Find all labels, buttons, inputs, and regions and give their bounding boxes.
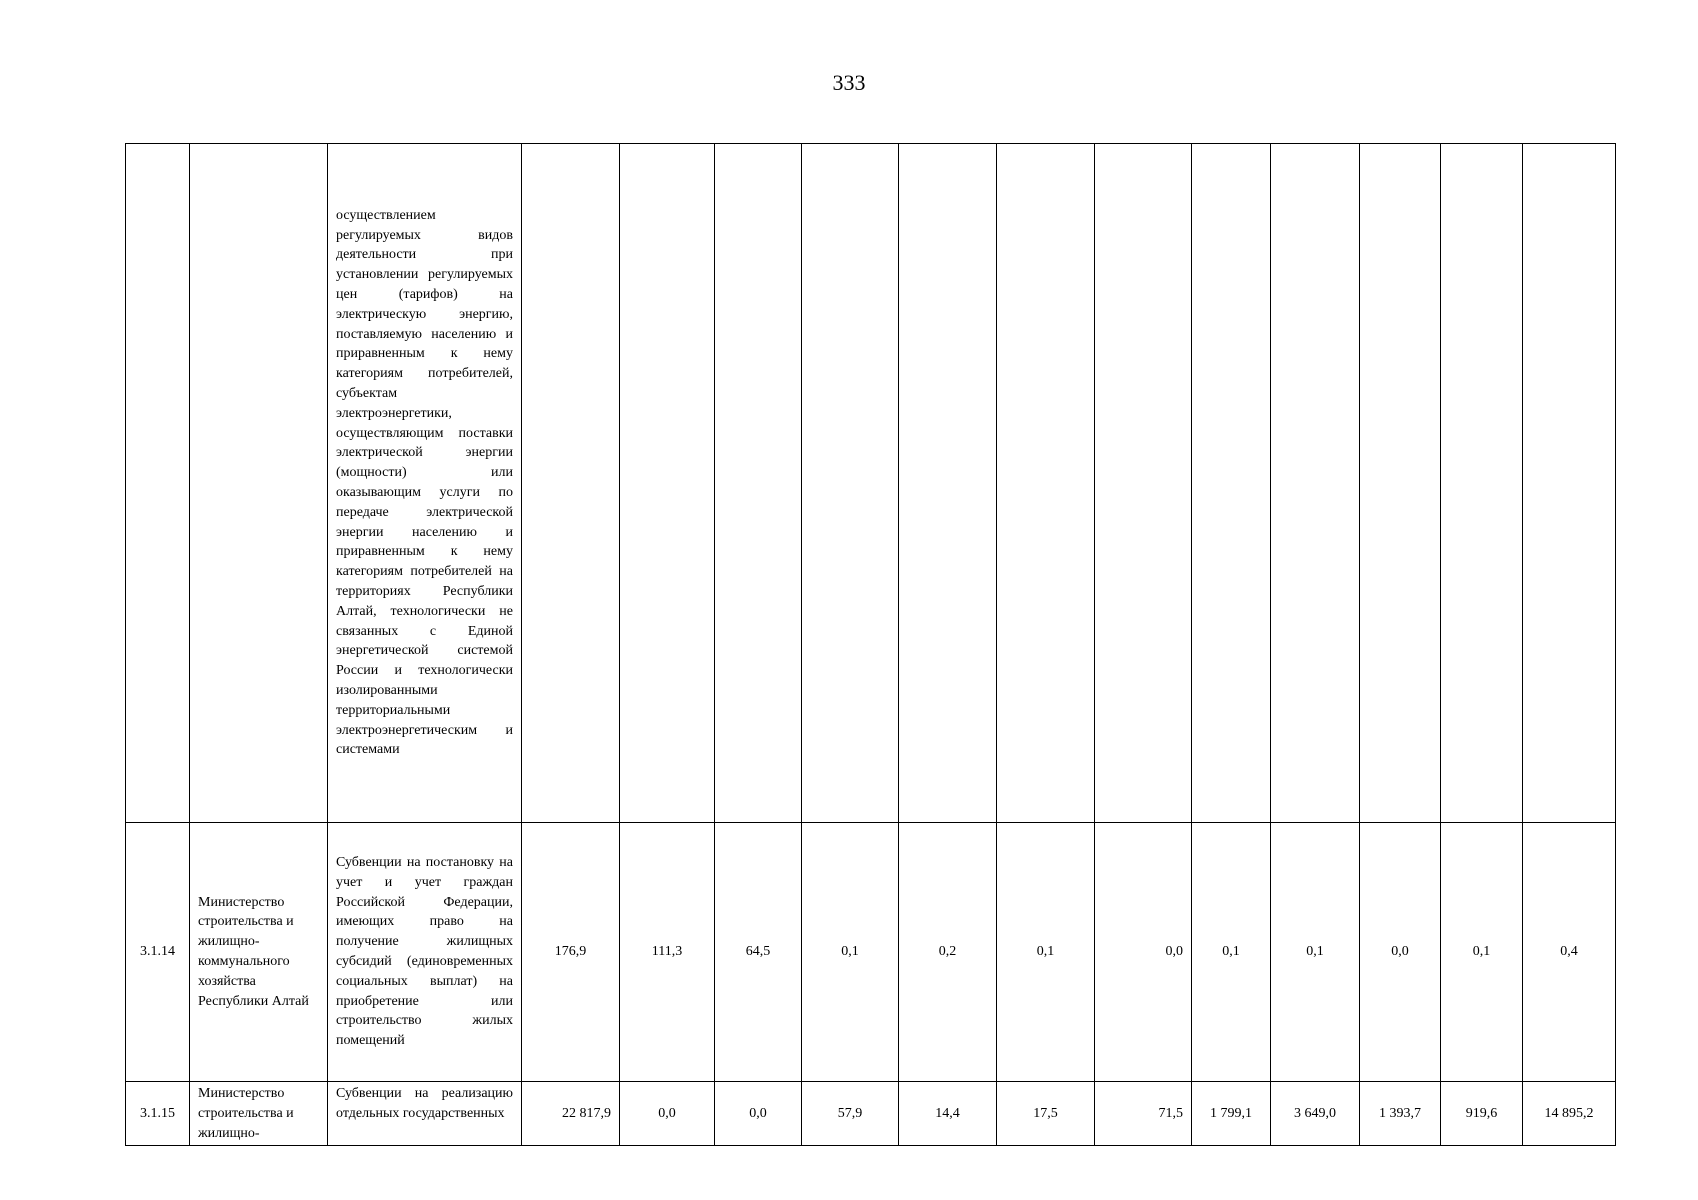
value-cell: 1 393,7 [1360,1082,1441,1146]
row-description: Субвенции на постановку на учет и учет граждан Российской Федерации, имеющих право на получение жилищных субсидий (единовременных социальных выплат) на приобретение или строительство жилых помещений [328,823,522,1082]
value-cell: 111,3 [620,823,715,1082]
value-cell: 0,4 [1523,823,1616,1082]
table-row [126,1082,1616,1146]
row-ministry [190,144,328,823]
table-row [126,823,1616,1082]
value-cell [1523,144,1616,823]
value-cell: 14 895,2 [1523,1082,1616,1146]
value-cell: 176,9 [522,823,620,1082]
value-cell: 64,5 [715,823,802,1082]
value-cell: 0,1 [1271,823,1360,1082]
row-code: 3.1.14 [126,823,190,1082]
value-cell [620,144,715,823]
value-cell: 0,1 [1441,823,1523,1082]
value-cell: 0,1 [802,823,899,1082]
value-cell: 919,6 [1441,1082,1523,1146]
value-cell [997,144,1095,823]
value-cell: 0,1 [997,823,1095,1082]
value-cell: 0,0 [620,1082,715,1146]
row-code [126,144,190,823]
value-cell [1271,144,1360,823]
value-cell [522,144,620,823]
page-number: 333 [832,70,866,95]
value-cell: 0,1 [1192,823,1271,1082]
row-ministry: Министерство строительства и жилищно-коммунального хозяйства Республики Алтай [190,823,328,1082]
value-cell: 3 649,0 [1271,1082,1360,1146]
table-row [126,144,1616,823]
value-cell [715,144,802,823]
value-cell: 17,5 [997,1082,1095,1146]
budget-table [125,143,1616,1146]
value-cell: 71,5 [1095,1082,1192,1146]
value-cell: 0,0 [715,1082,802,1146]
value-cell: 0,2 [899,823,997,1082]
value-cell: 0,0 [1360,823,1441,1082]
value-cell [1095,144,1192,823]
row-description: Субвенции на реализацию отдельных государственных [328,1082,522,1146]
value-cell [1192,144,1271,823]
value-cell: 57,9 [802,1082,899,1146]
value-cell: 14,4 [899,1082,997,1146]
row-code: 3.1.15 [126,1082,190,1146]
value-cell [1360,144,1441,823]
row-description: осуществлением регулируемых видов деятельности при установлении регулируемых цен (тарифов) на электрическую энергию, поставляемую населению и приравненным к нему категориям потребителей, субъектам электроэнергетики, осуществляющим поставки электрической энергии (мощности) или оказывающим услуги по передаче электрической энергии населению и приравненным к нему категориям потребителей на территориях Республики Алтай, технологически не связанных с Единой энергетической системой России и технологически изолированными территориальными электроэнергетическим и системами [328,144,522,823]
value-cell: 0,0 [1095,823,1192,1082]
value-cell [802,144,899,823]
row-ministry: Министерство строительства и жилищно- [190,1082,328,1146]
value-cell [899,144,997,823]
value-cell [1441,144,1523,823]
value-cell: 22 817,9 [522,1082,620,1146]
value-cell: 1 799,1 [1192,1082,1271,1146]
